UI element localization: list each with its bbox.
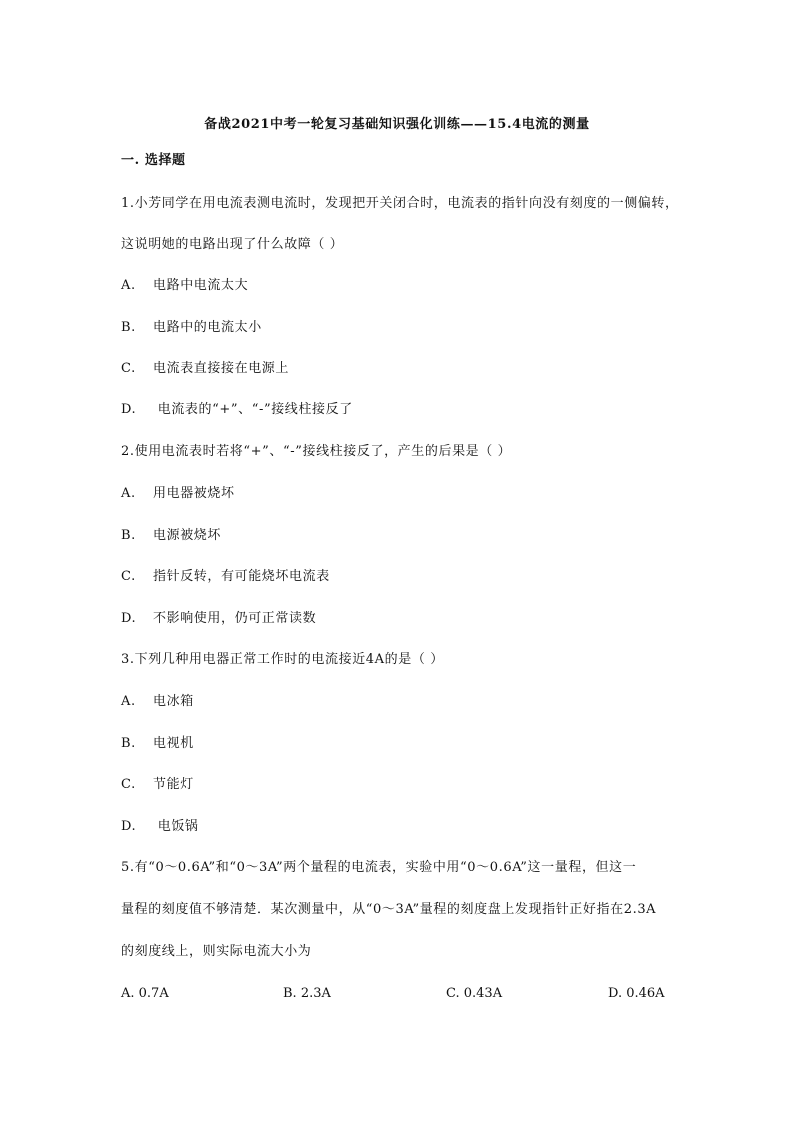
option-letter: A. — [121, 278, 136, 293]
question-5-line-1: 5.有“0～0.6A”和“0～3A”两个量程的电流表，实验中用“0～0.6A”这一量程，但这一 — [121, 860, 637, 875]
option-text: 用电器被烧坏 — [153, 486, 235, 501]
option-text: 电路中电流太大 — [153, 278, 249, 293]
question-2-option-c — [121, 569, 330, 585]
question-1-option-c — [121, 361, 289, 377]
option-text: 电饭锅 — [153, 819, 199, 834]
option-text: 电路中的电流太小 — [153, 320, 262, 335]
question-5-line-3: 的刻度线上，则实际电流大小为 — [121, 944, 312, 959]
question-2-option-a — [121, 486, 235, 502]
question-1-line-1: 1.小芳同学在用电流表测电流时，发现把开关闭合时，电流表的指针向没有刻度的一侧偏转， — [121, 196, 679, 211]
option-text: 电冰箱 — [153, 694, 194, 709]
question-3-option-d — [121, 819, 199, 835]
question-3-line-1: 3.下列几种用电器正常工作时的电流接近4A的是（ ） — [121, 652, 444, 667]
option-text: 电源被烧坏 — [153, 528, 222, 543]
option-letter: D. — [121, 611, 137, 626]
section-heading: 一. 选择题 — [121, 153, 186, 168]
question-1-option-a — [121, 278, 248, 294]
option-letter: B. — [121, 320, 136, 335]
question-5-answer-d: D. 0.46A — [608, 986, 665, 1001]
question-2-line-1: 2.使用电流表时若将“+”、“-”接线柱接反了，产生的后果是（ ） — [121, 444, 512, 459]
option-text: 节能灯 — [153, 777, 194, 792]
question-5-answer-b: B. 2.3A — [283, 986, 331, 1001]
option-letter: D. — [121, 402, 137, 417]
option-letter: B. — [121, 528, 136, 543]
option-letter: C. — [121, 777, 136, 792]
question-1-option-b — [121, 320, 262, 336]
question-2-option-d — [121, 611, 316, 627]
question-5-answer-a: A. 0.7A — [121, 986, 169, 1001]
question-3-option-a — [121, 694, 194, 710]
option-text: 不影响使用，仍可正常读数 — [153, 611, 317, 626]
option-text: 电视机 — [153, 736, 194, 751]
document-title: 备战2021中考一轮复习基础知识强化训练——15.4电流的测量 — [204, 117, 590, 132]
question-3-option-c — [121, 777, 194, 793]
question-1-line-2: 这说明她的电路出现了什么故障（ ） — [121, 237, 344, 252]
option-letter: C. — [121, 361, 136, 376]
question-1-option-d — [121, 402, 353, 418]
question-5-line-2: 量程的刻度值不够清楚．某次测量中，从“0～3A”量程的刻度盘上发现指针正好指在2.3A — [121, 902, 657, 917]
question-3-option-b — [121, 736, 194, 752]
question-2-option-b — [121, 528, 221, 544]
option-letter: A. — [121, 694, 136, 709]
option-letter: C. — [121, 569, 136, 584]
option-letter: B. — [121, 736, 136, 751]
question-5-answer-c: C. 0.43A — [446, 986, 503, 1001]
option-letter: D. — [121, 819, 137, 834]
option-text: 指针反转，有可能烧坏电流表 — [153, 569, 330, 584]
option-text: 电流表的“+”、“-”接线柱接反了 — [153, 402, 353, 417]
option-text: 电流表直接接在电源上 — [153, 361, 290, 376]
option-letter: A. — [121, 486, 136, 501]
